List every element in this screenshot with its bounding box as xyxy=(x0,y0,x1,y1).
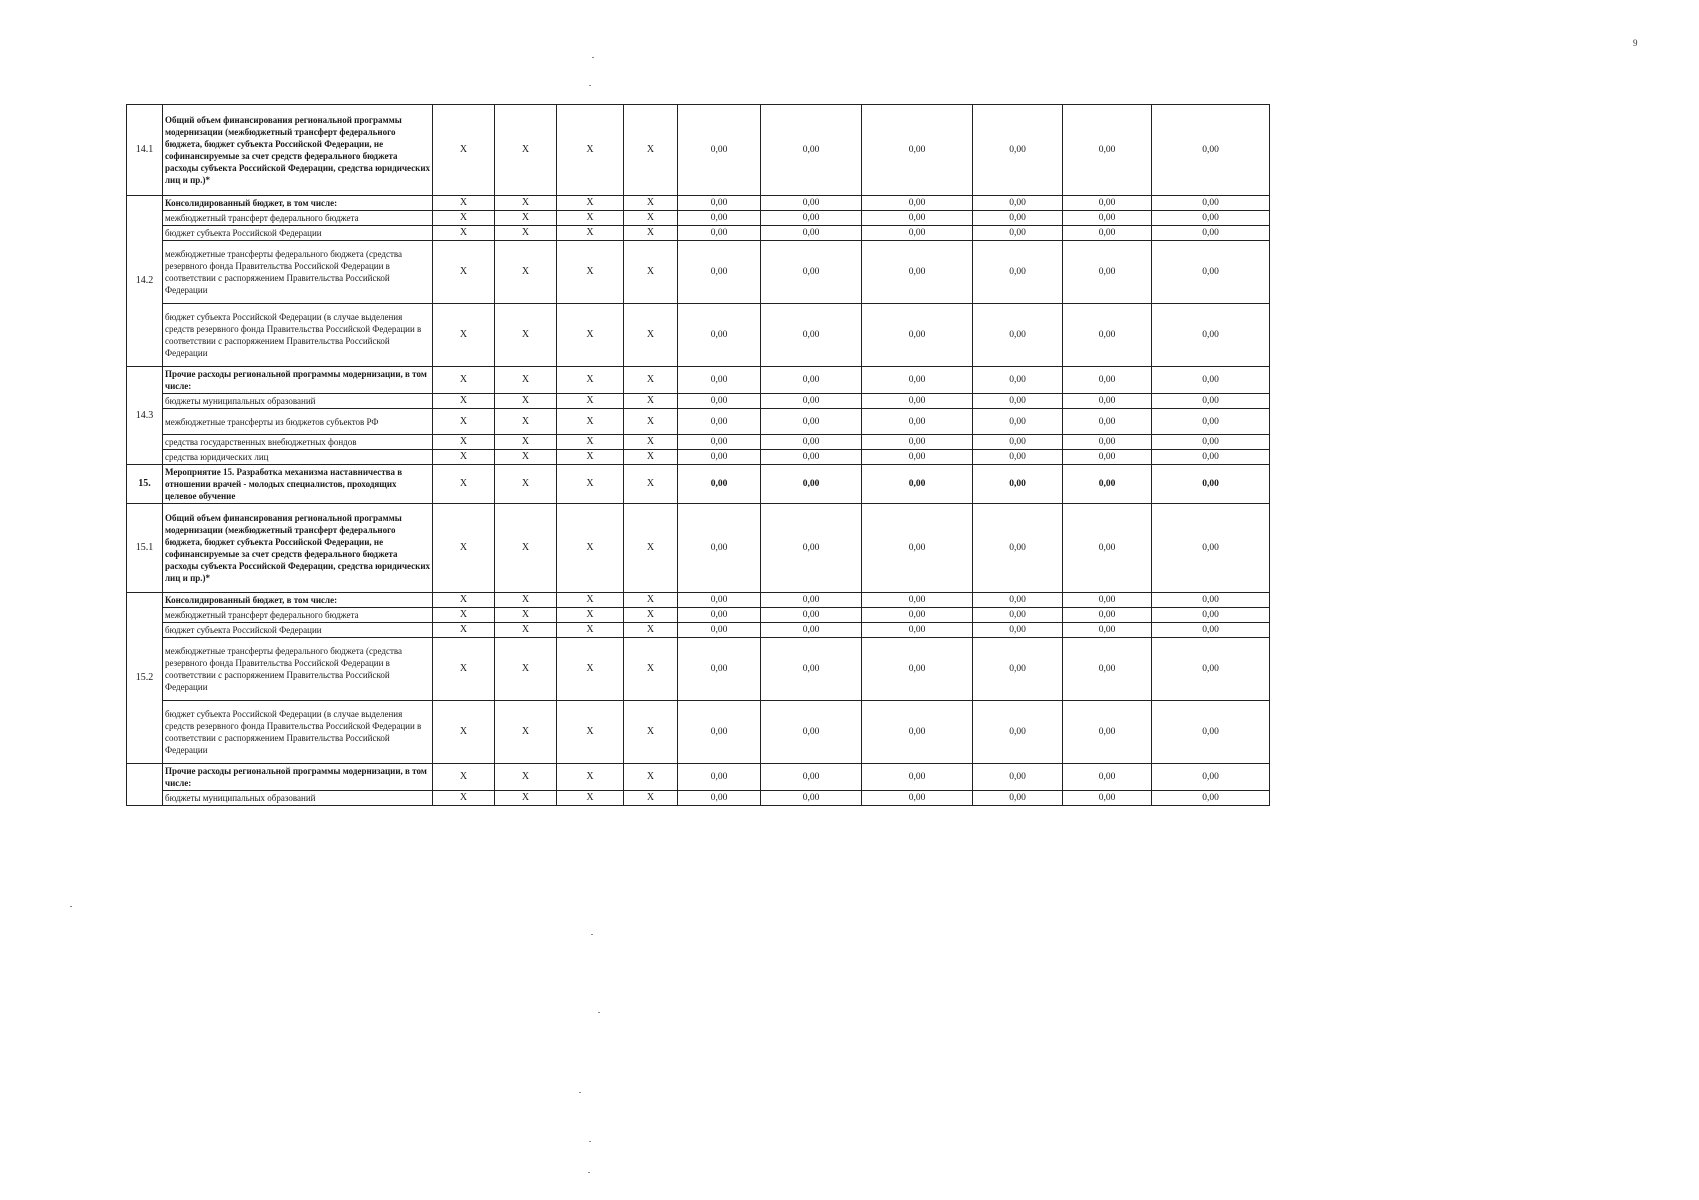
x-cell: X xyxy=(624,791,678,806)
x-cell: X xyxy=(433,593,495,608)
value-cell: 0,00 xyxy=(862,593,973,608)
row-number: 14.1 xyxy=(127,105,163,196)
value-cell: 0,00 xyxy=(761,450,862,465)
value-cell: 0,00 xyxy=(678,764,761,791)
value-cell: 0,00 xyxy=(862,764,973,791)
x-cell: X xyxy=(433,791,495,806)
table-row xyxy=(127,701,1270,764)
x-cell: X xyxy=(433,638,495,701)
value-cell: 0,00 xyxy=(973,394,1063,409)
value-cell: 0,00 xyxy=(678,593,761,608)
value-cell: 0,00 xyxy=(678,623,761,638)
x-cell: X xyxy=(624,638,678,701)
x-cell: X xyxy=(433,241,495,304)
x-cell: X xyxy=(495,465,557,504)
x-cell: X xyxy=(557,435,624,450)
value-cell: 0,00 xyxy=(973,409,1063,435)
x-cell: X xyxy=(495,409,557,435)
x-cell: X xyxy=(624,623,678,638)
value-cell: 0,00 xyxy=(678,196,761,211)
x-cell: X xyxy=(495,791,557,806)
x-cell: X xyxy=(433,764,495,791)
value-cell: 0,00 xyxy=(761,764,862,791)
value-cell: 0,00 xyxy=(1152,241,1270,304)
value-cell: 0,00 xyxy=(1152,435,1270,450)
value-cell: 0,00 xyxy=(761,409,862,435)
x-cell: X xyxy=(495,608,557,623)
scan-speck xyxy=(589,1141,591,1142)
value-cell: 0,00 xyxy=(973,241,1063,304)
value-cell: 0,00 xyxy=(973,105,1063,196)
value-cell: 0,00 xyxy=(1152,593,1270,608)
x-cell: X xyxy=(624,465,678,504)
x-cell: X xyxy=(557,226,624,241)
x-cell: X xyxy=(557,638,624,701)
row-description: Консолидированный бюджет, в том числе: xyxy=(163,593,433,608)
table-row xyxy=(127,608,1270,623)
x-cell: X xyxy=(495,764,557,791)
value-cell: 0,00 xyxy=(862,504,973,593)
table-row xyxy=(127,593,1270,608)
x-cell: X xyxy=(624,211,678,226)
row-description: Прочие расходы региональной программы модернизации, в том числе: xyxy=(163,367,433,394)
value-cell: 0,00 xyxy=(1063,211,1152,226)
value-cell: 0,00 xyxy=(761,105,862,196)
value-cell: 0,00 xyxy=(761,465,862,504)
x-cell: X xyxy=(433,504,495,593)
x-cell: X xyxy=(557,504,624,593)
value-cell: 0,00 xyxy=(1152,304,1270,367)
x-cell: X xyxy=(624,593,678,608)
table-row xyxy=(127,450,1270,465)
value-cell: 0,00 xyxy=(1063,367,1152,394)
value-cell: 0,00 xyxy=(973,211,1063,226)
table-row xyxy=(127,304,1270,367)
x-cell: X xyxy=(624,105,678,196)
row-number: 14.3 xyxy=(127,367,163,465)
value-cell: 0,00 xyxy=(1063,105,1152,196)
x-cell: X xyxy=(495,226,557,241)
row-description: Общий объем финансирования региональной программы модернизации (межбюджетный трансферт федерального бюджета, бюджет субъекта Российской Федерации, не софинансируемые за счет средств федерального бюджета расходы субъекта Российской Федерации, средства юридических лиц и пр.)* xyxy=(163,105,433,196)
x-cell: X xyxy=(433,196,495,211)
value-cell: 0,00 xyxy=(1063,623,1152,638)
x-cell: X xyxy=(624,409,678,435)
value-cell: 0,00 xyxy=(862,196,973,211)
x-cell: X xyxy=(624,504,678,593)
value-cell: 0,00 xyxy=(1063,638,1152,701)
row-description: бюджет субъекта Российской Федерации (в случае выделения средств резервного фонда Правительства Российской Федерации в соответствии с распоряжением Правительства Российской Федерации xyxy=(163,701,433,764)
row-description: Консолидированный бюджет, в том числе: xyxy=(163,196,433,211)
scan-speck xyxy=(579,1092,581,1093)
value-cell: 0,00 xyxy=(678,367,761,394)
value-cell: 0,00 xyxy=(678,504,761,593)
value-cell: 0,00 xyxy=(678,450,761,465)
value-cell: 0,00 xyxy=(1152,226,1270,241)
value-cell: 0,00 xyxy=(862,105,973,196)
value-cell: 0,00 xyxy=(862,241,973,304)
x-cell: X xyxy=(557,791,624,806)
value-cell: 0,00 xyxy=(761,304,862,367)
value-cell: 0,00 xyxy=(973,367,1063,394)
x-cell: X xyxy=(557,304,624,367)
x-cell: X xyxy=(495,211,557,226)
row-description: межбюджетные трансферты федерального бюджета (средства резервного фонда Правительства Российской Федерации в соответствии с распоряжением Правительства Российской Федерации xyxy=(163,241,433,304)
x-cell: X xyxy=(557,241,624,304)
value-cell: 0,00 xyxy=(973,504,1063,593)
row-number: 15.2 xyxy=(127,593,163,764)
value-cell: 0,00 xyxy=(1063,226,1152,241)
value-cell: 0,00 xyxy=(862,701,973,764)
value-cell: 0,00 xyxy=(973,593,1063,608)
value-cell: 0,00 xyxy=(1063,608,1152,623)
x-cell: X xyxy=(433,211,495,226)
value-cell: 0,00 xyxy=(761,791,862,806)
value-cell: 0,00 xyxy=(1152,450,1270,465)
x-cell: X xyxy=(557,394,624,409)
row-number: 15.1 xyxy=(127,504,163,593)
value-cell: 0,00 xyxy=(973,764,1063,791)
x-cell: X xyxy=(557,623,624,638)
value-cell: 0,00 xyxy=(973,435,1063,450)
x-cell: X xyxy=(557,593,624,608)
x-cell: X xyxy=(557,608,624,623)
value-cell: 0,00 xyxy=(678,394,761,409)
value-cell: 0,00 xyxy=(862,394,973,409)
value-cell: 0,00 xyxy=(761,226,862,241)
row-number: 14.2 xyxy=(127,196,163,367)
table-row xyxy=(127,196,1270,211)
value-cell: 0,00 xyxy=(862,409,973,435)
x-cell: X xyxy=(624,241,678,304)
scan-speck xyxy=(592,57,594,58)
x-cell: X xyxy=(495,450,557,465)
value-cell: 0,00 xyxy=(862,226,973,241)
x-cell: X xyxy=(433,105,495,196)
table-row xyxy=(127,226,1270,241)
value-cell: 0,00 xyxy=(678,638,761,701)
x-cell: X xyxy=(557,450,624,465)
x-cell: X xyxy=(433,226,495,241)
value-cell: 0,00 xyxy=(862,608,973,623)
x-cell: X xyxy=(495,304,557,367)
value-cell: 0,00 xyxy=(973,638,1063,701)
value-cell: 0,00 xyxy=(761,211,862,226)
x-cell: X xyxy=(624,450,678,465)
x-cell: X xyxy=(433,701,495,764)
value-cell: 0,00 xyxy=(862,623,973,638)
value-cell: 0,00 xyxy=(973,304,1063,367)
value-cell: 0,00 xyxy=(973,608,1063,623)
value-cell: 0,00 xyxy=(862,435,973,450)
scan-speck xyxy=(70,906,72,907)
row-description: средства юридических лиц xyxy=(163,450,433,465)
table-row xyxy=(127,623,1270,638)
value-cell: 0,00 xyxy=(1152,764,1270,791)
value-cell: 0,00 xyxy=(1152,504,1270,593)
value-cell: 0,00 xyxy=(1152,196,1270,211)
value-cell: 0,00 xyxy=(678,465,761,504)
x-cell: X xyxy=(624,196,678,211)
table-row xyxy=(127,791,1270,806)
value-cell: 0,00 xyxy=(1152,701,1270,764)
x-cell: X xyxy=(557,764,624,791)
value-cell: 0,00 xyxy=(678,304,761,367)
value-cell: 0,00 xyxy=(862,450,973,465)
page-number: 9 xyxy=(1633,38,1638,48)
x-cell: X xyxy=(557,465,624,504)
x-cell: X xyxy=(624,304,678,367)
value-cell: 0,00 xyxy=(761,623,862,638)
table-row xyxy=(127,435,1270,450)
x-cell: X xyxy=(495,435,557,450)
value-cell: 0,00 xyxy=(973,226,1063,241)
x-cell: X xyxy=(495,638,557,701)
value-cell: 0,00 xyxy=(1152,465,1270,504)
value-cell: 0,00 xyxy=(1063,196,1152,211)
value-cell: 0,00 xyxy=(678,105,761,196)
x-cell: X xyxy=(624,608,678,623)
x-cell: X xyxy=(433,450,495,465)
x-cell: X xyxy=(495,196,557,211)
value-cell: 0,00 xyxy=(678,435,761,450)
value-cell: 0,00 xyxy=(678,608,761,623)
value-cell: 0,00 xyxy=(1152,211,1270,226)
x-cell: X xyxy=(624,226,678,241)
value-cell: 0,00 xyxy=(862,304,973,367)
value-cell: 0,00 xyxy=(761,241,862,304)
x-cell: X xyxy=(624,394,678,409)
value-cell: 0,00 xyxy=(1152,608,1270,623)
value-cell: 0,00 xyxy=(761,394,862,409)
value-cell: 0,00 xyxy=(761,638,862,701)
value-cell: 0,00 xyxy=(1152,394,1270,409)
x-cell: X xyxy=(557,701,624,764)
scan-speck xyxy=(591,934,593,935)
value-cell: 0,00 xyxy=(678,226,761,241)
row-description: бюджет субъекта Российской Федерации (в случае выделения средств резервного фонда Правительства Российской Федерации в соответствии с распоряжением Правительства Российской Федерации xyxy=(163,304,433,367)
value-cell: 0,00 xyxy=(1063,241,1152,304)
x-cell: X xyxy=(624,367,678,394)
value-cell: 0,00 xyxy=(973,450,1063,465)
value-cell: 0,00 xyxy=(973,623,1063,638)
x-cell: X xyxy=(433,608,495,623)
value-cell: 0,00 xyxy=(1063,435,1152,450)
x-cell: X xyxy=(433,394,495,409)
value-cell: 0,00 xyxy=(1063,764,1152,791)
value-cell: 0,00 xyxy=(1063,504,1152,593)
x-cell: X xyxy=(495,504,557,593)
value-cell: 0,00 xyxy=(973,791,1063,806)
x-cell: X xyxy=(624,435,678,450)
x-cell: X xyxy=(495,241,557,304)
value-cell: 0,00 xyxy=(1063,304,1152,367)
value-cell: 0,00 xyxy=(1063,394,1152,409)
table-row xyxy=(127,241,1270,304)
value-cell: 0,00 xyxy=(862,367,973,394)
x-cell: X xyxy=(495,701,557,764)
x-cell: X xyxy=(557,409,624,435)
row-description: межбюджетные трансферты федерального бюджета (средства резервного фонда Правительства Российской Федерации в соответствии с распоряжением Правительства Российской Федерации xyxy=(163,638,433,701)
value-cell: 0,00 xyxy=(1063,593,1152,608)
x-cell: X xyxy=(557,105,624,196)
table-row xyxy=(127,764,1270,791)
value-cell: 0,00 xyxy=(1152,367,1270,394)
value-cell: 0,00 xyxy=(862,638,973,701)
scan-speck xyxy=(588,1172,590,1173)
row-number: 15. xyxy=(127,465,163,504)
x-cell: X xyxy=(624,701,678,764)
x-cell: X xyxy=(495,394,557,409)
table-row xyxy=(127,211,1270,226)
x-cell: X xyxy=(624,764,678,791)
value-cell: 0,00 xyxy=(1063,701,1152,764)
table-row xyxy=(127,638,1270,701)
value-cell: 0,00 xyxy=(1063,465,1152,504)
x-cell: X xyxy=(433,465,495,504)
row-description: Общий объем финансирования региональной программы модернизации (межбюджетный трансферт федерального бюджета, бюджет субъекта Российской Федерации, не софинансируемые за счет средств федерального бюджета расходы субъекта Российской Федерации, средства юридических лиц и пр.)* xyxy=(163,504,433,593)
value-cell: 0,00 xyxy=(1152,638,1270,701)
value-cell: 0,00 xyxy=(678,409,761,435)
value-cell: 0,00 xyxy=(761,435,862,450)
value-cell: 0,00 xyxy=(761,367,862,394)
value-cell: 0,00 xyxy=(973,465,1063,504)
value-cell: 0,00 xyxy=(862,211,973,226)
table-row xyxy=(127,465,1270,504)
x-cell: X xyxy=(433,435,495,450)
row-description: бюджеты муниципальных образований xyxy=(163,791,433,806)
table-row xyxy=(127,504,1270,593)
value-cell: 0,00 xyxy=(1152,791,1270,806)
table-row xyxy=(127,367,1270,394)
value-cell: 0,00 xyxy=(1063,791,1152,806)
value-cell: 0,00 xyxy=(973,196,1063,211)
value-cell: 0,00 xyxy=(862,465,973,504)
row-description: межбюджетный трансферт федерального бюджета xyxy=(163,608,433,623)
value-cell: 0,00 xyxy=(761,593,862,608)
x-cell: X xyxy=(557,367,624,394)
value-cell: 0,00 xyxy=(678,241,761,304)
scan-speck xyxy=(589,85,591,86)
value-cell: 0,00 xyxy=(761,701,862,764)
value-cell: 0,00 xyxy=(862,791,973,806)
value-cell: 0,00 xyxy=(1152,105,1270,196)
value-cell: 0,00 xyxy=(1063,450,1152,465)
value-cell: 0,00 xyxy=(761,608,862,623)
value-cell: 0,00 xyxy=(678,701,761,764)
x-cell: X xyxy=(495,593,557,608)
x-cell: X xyxy=(495,105,557,196)
x-cell: X xyxy=(433,409,495,435)
value-cell: 0,00 xyxy=(761,196,862,211)
budget-table xyxy=(126,104,1270,806)
x-cell: X xyxy=(433,367,495,394)
row-number xyxy=(127,764,163,806)
table-row xyxy=(127,409,1270,435)
value-cell: 0,00 xyxy=(973,701,1063,764)
row-description: бюджеты муниципальных образований xyxy=(163,394,433,409)
value-cell: 0,00 xyxy=(1152,409,1270,435)
x-cell: X xyxy=(557,211,624,226)
row-description: Мероприятие 15. Разработка механизма наставничества в отношении врачей - молодых специалистов, проходящих целевое обучение xyxy=(163,465,433,504)
row-description: средства государственных внебюджетных фондов xyxy=(163,435,433,450)
row-description: межбюджетные трансферты из бюджетов субъектов РФ xyxy=(163,409,433,435)
scan-speck xyxy=(598,1012,600,1013)
value-cell: 0,00 xyxy=(1063,409,1152,435)
x-cell: X xyxy=(495,367,557,394)
x-cell: X xyxy=(495,623,557,638)
x-cell: X xyxy=(557,196,624,211)
value-cell: 0,00 xyxy=(761,504,862,593)
row-description: межбюджетный трансферт федерального бюджета xyxy=(163,211,433,226)
table-row xyxy=(127,105,1270,196)
value-cell: 0,00 xyxy=(678,211,761,226)
x-cell: X xyxy=(433,623,495,638)
row-description: бюджет субъекта Российской Федерации xyxy=(163,623,433,638)
table-row xyxy=(127,394,1270,409)
x-cell: X xyxy=(433,304,495,367)
row-description: Прочие расходы региональной программы модернизации, в том числе: xyxy=(163,764,433,791)
value-cell: 0,00 xyxy=(1152,623,1270,638)
value-cell: 0,00 xyxy=(678,791,761,806)
row-description: бюджет субъекта Российской Федерации xyxy=(163,226,433,241)
